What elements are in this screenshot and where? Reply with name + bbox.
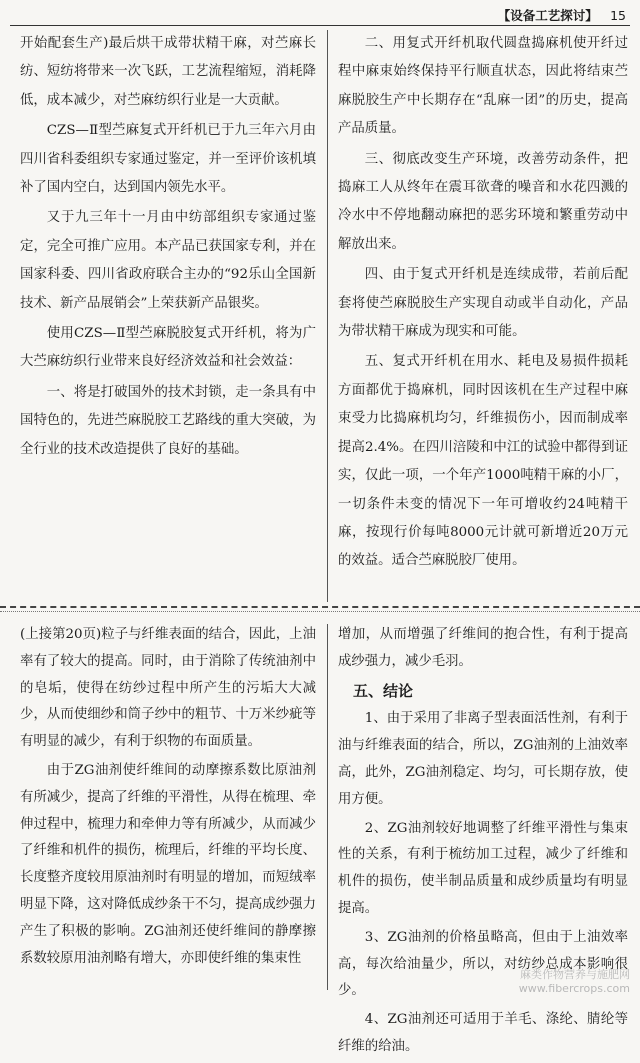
watermark-line: 麻类作物营养与施肥网 (520, 968, 630, 981)
article-separator-dotted (0, 611, 640, 612)
watermark-url: www.fibercrops.com (518, 982, 630, 995)
paragraph: (上接第20页)粒子与纤维表面的结合，因此，上油率有了较大的提高。同时，由于消除了传统油剂中的皂垢，使得在纺纱过程中所产生的污垢大大减少，从而使细纱和筒子纱中的粗节、十万米纱疵等有明显的减少，有利于织物的布面质量。 (20, 627, 316, 750)
paragraph: 三、彻底改变生产环境，改善劳动条件，把捣麻工人从终年在震耳欲聋的噪音和水花四溅的冷水中不停地翻动麻把的恶劣环境和繁重劳动中解放出来。 (338, 151, 628, 252)
article-separator (0, 606, 640, 608)
paragraph: 使用CZS—Ⅱ型苎麻脱胶复式开纤机，将为广大苎麻纺织行业带来良好经济效益和社会效益： (20, 326, 316, 370)
paragraph: CZS—Ⅱ型苎麻复式开纤机已于九三年六月由四川省科委组织专家通过鉴定，并一至评价该机填补了国内空白，达到国内领先水平。 (20, 123, 316, 196)
paragraph: 四、由于复式开纤机是连续成带，若前后配套将使苎麻脱胶生产实现自动或半自动化，产品为带状精干麻成为现实和可能。 (338, 267, 628, 340)
column-divider (327, 624, 328, 990)
paragraph: 二、用复式开纤机取代圆盘捣麻机使开纤过程中麻束始终保持平行顺直状态，因此将结束苎麻脱胶生产中长期存在“乱麻一团”的历史，提高产品质量。 (338, 36, 628, 137)
page-number: 15 (610, 8, 626, 23)
column-divider (327, 30, 328, 602)
watermark (519, 968, 630, 996)
conclusion-item: 3、ZG油剂的价格虽略高，但由于上油效率高，每次给油量少，所以，对纺纱总成本影响很少。 (338, 929, 628, 999)
top-left-column (20, 30, 316, 466)
paragraph: 由于ZG油剂使纤维间的动摩擦系数比原油剂有所减少，提高了纤维的平滑性，从得在梳理、牵伸过程中，梳理力和牵伸力等有所减少，从而减少了纤维和机件的损伤，梳理后，纤维的平均长度、长度整齐度较用原油剂时有明显的增加，而短绒率明显下降，这对降低成纱条干不匀，提高成纱强力产生了积极的影响。ZG油剂还使纤维间的静摩擦系数较原用油剂略有增大，亦即使纤维的集束性 (20, 762, 316, 966)
conclusion-item: 4、ZG油剂还可适用于羊毛、涤纶、腈纶等纤维的给油。 (338, 1012, 628, 1054)
header-rule (10, 25, 630, 26)
page-header (498, 6, 626, 24)
conclusion-item: 1、由于采用了非离子型表面活性剂，有利于油与纤维表面的结合，所以，ZG油剂的上油效率高，此外，ZG油剂稳定、均匀，可长期存放，使用方便。 (338, 711, 628, 807)
paragraph: 五、复式开纤机在用水、耗电及易损件损耗方面都优于捣麻机，同时因该机在生产过程中麻束受力比捣麻机均匀，纤维损伤小，因而制成率提高2.4%。在四川涪陵和中江的试验中都得到证实，仅此一项，一个年产1000吨精干麻的小厂，一切条件未变的情况下一年可增收约24吨精干麻，按现行价每吨8000元计就可新增近20万元的效益。适合苎麻脱胶厂使用。 (338, 354, 628, 569)
top-right-column (338, 30, 628, 578)
paragraph: 开始配套生产)最后烘干成带状精干麻，对苎麻长纺、短纺将带来一次飞跃，工艺流程缩短，消耗降低，成本减少，对苎麻纺织行业是一大贡献。 (20, 36, 316, 108)
paragraph: 一、将是打破国外的技术封锁，走一条具有中国特色的，先进苎麻脱胶工艺路线的重大突破，为全行业的技术改造提供了良好的基础。 (20, 384, 316, 457)
section-heading: 五、结论 (353, 681, 414, 700)
paragraph: 增加，从而增强了纤维间的抱合性，有利于提高成纱强力，减少毛羽。 (338, 627, 628, 669)
journal-section-title: 【设备工艺探讨】 (497, 8, 598, 23)
bottom-left-column (20, 622, 316, 974)
conclusion-item: 2、ZG油剂较好地调整了纤维平滑性与集束性的关系，有利于梳纺加工过程，减少了纤维和机件的损伤，使半制品质量和成纱质量均有明显提高。 (338, 820, 628, 916)
bottom-right-column (338, 622, 628, 1063)
paragraph: 又于九三年十一月由中纺部组织专家通过鉴定，完全可推广应用。本产品已获国家专利，并在国家科委、四川省政府联合主办的“92乐山全国新技术、新产品展销会”上荣获新产品银奖。 (20, 210, 316, 311)
